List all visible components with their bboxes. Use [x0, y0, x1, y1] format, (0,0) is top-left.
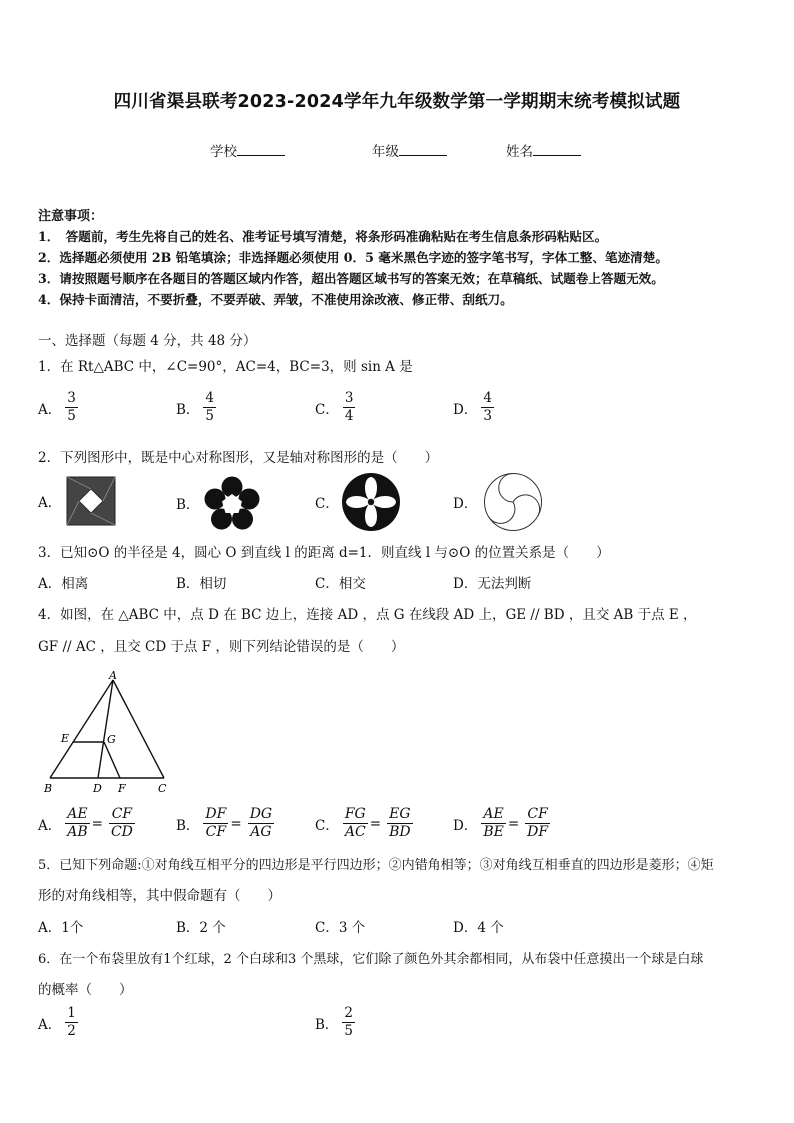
- question-4-stem-line-2: GF // AC ，且交 CD 于点 F ，则下列结论错误的是（ ）: [38, 639, 405, 655]
- school-blank[interactable]: [237, 143, 285, 156]
- vertex-label-a: A: [109, 669, 117, 682]
- grade-blank[interactable]: [399, 143, 447, 156]
- school-label: 学校: [210, 144, 237, 160]
- fraction-left: $\frac{DF}{CF}$: [205, 806, 227, 840]
- triangle-figure: [38, 668, 178, 798]
- school-field: [210, 140, 285, 160]
- three-swirl-circle-figure: [483, 472, 543, 532]
- q1-option-c[interactable]: [315, 390, 355, 425]
- fraction-right: $\frac{EG}{BD}$: [389, 806, 411, 840]
- name-label: 姓名: [506, 144, 533, 160]
- note-item: 3．请按照题号顺序在各题目的答题区域内作答，超出答题区域书写的答案无效；在草稿纸、试题卷上答题无效。: [38, 271, 664, 286]
- q6-option-b[interactable]: [315, 1005, 355, 1040]
- option-label: C．: [315, 401, 339, 418]
- q3-option-b[interactable]: B．相切: [176, 576, 227, 592]
- question-6-stem-line-1: 6．在一个布袋里放有1个红球，2 个白球和3 个黑球，它们除了颜色外其余都相同，从布袋中任意摸出一个球是白球: [38, 952, 704, 967]
- q6-option-a[interactable]: [38, 1005, 78, 1040]
- name-field: [506, 140, 581, 160]
- question-6-stem-line-2: 的概率（ ）: [38, 982, 133, 998]
- fraction-left: $\frac{FG}{AC}$: [344, 806, 366, 840]
- q2-option-b[interactable]: [176, 476, 260, 530]
- option-label: A．: [38, 817, 62, 834]
- section-heading: 一、选择题（每题 4 分，共 48 分）: [38, 333, 257, 349]
- q1-option-d[interactable]: [453, 390, 494, 425]
- option-label: C．: [315, 817, 339, 834]
- pentagon-flower-figure: [204, 476, 260, 530]
- option-label: D．: [453, 401, 478, 418]
- q2-option-a[interactable]: [38, 476, 116, 526]
- option-label: D．: [453, 817, 478, 834]
- fraction-left: $\frac{AE}{AB}$: [67, 806, 88, 840]
- q5-option-c[interactable]: C．3 个: [315, 920, 366, 936]
- option-label: C．: [315, 496, 339, 512]
- option-label: D．: [453, 496, 478, 512]
- option-label: A．: [38, 495, 62, 511]
- q1-option-b[interactable]: [176, 390, 216, 425]
- question-5-stem-line-1: 5．已知下列命题:①对角线互相平分的四边形是平行四边形；②内错角相等；③对角线互相垂直的四边形是菱形；④矩: [38, 858, 714, 873]
- q1-option-a[interactable]: [38, 390, 78, 425]
- question-3-stem: 3．已知⊙O 的半径是 4，圆心 O 到直线 l 的距离 d=1．则直线 l 与⊙O 的位置关系是（ ）: [38, 545, 610, 561]
- q4-option-c[interactable]: C． $\frac{FG}{AC}$ = $\frac{EG}{BD}$: [315, 806, 411, 840]
- option-label: A．: [38, 401, 62, 418]
- name-blank[interactable]: [533, 143, 581, 156]
- fraction-right: $\frac{CF}{DF}$: [527, 806, 549, 840]
- point-label-d: D: [93, 782, 102, 795]
- fraction: $\frac{4}{5}$: [205, 390, 215, 424]
- q5-option-d[interactable]: D．4 个: [453, 920, 504, 936]
- notes-heading: 注意事项：: [38, 209, 104, 224]
- option-label: B．: [315, 1016, 339, 1033]
- q5-option-b[interactable]: B．2 个: [176, 920, 226, 936]
- pinwheel-square-figure: [66, 476, 116, 526]
- q2-option-c[interactable]: [315, 472, 401, 532]
- option-label: B．: [176, 817, 200, 834]
- q3-option-c[interactable]: C．相交: [315, 576, 366, 592]
- fraction-right: $\frac{CF}{CD}$: [110, 806, 133, 840]
- page-title: 四川省渠县联考2023-2024学年九年级数学第一学期期末统考模拟试题: [113, 92, 681, 112]
- fraction: $\frac{4}{3}$: [483, 390, 492, 424]
- question-2-stem: 2．下列图形中，既是中心对称图形，又是轴对称图形的是（ ）: [38, 450, 439, 466]
- four-petal-circle-figure: [341, 472, 401, 532]
- fraction-right: $\frac{DG}{AG}$: [249, 806, 273, 840]
- question-4-stem-line-1: 4．如图，在 △ABC 中，点 D 在 BC 边上，连接 AD ，点 G 在线段 AD 上，GE // BD ，且交 AB 于点 E ，: [38, 607, 697, 623]
- q2-option-d[interactable]: [453, 472, 543, 532]
- point-label-f: F: [118, 782, 126, 795]
- q4-option-d[interactable]: D． $\frac{AE}{BE}$ = $\frac{CF}{DF}$: [453, 806, 549, 840]
- vertex-label-c: C: [158, 782, 167, 795]
- fraction: $\frac{1}{2}$: [67, 1005, 76, 1039]
- grade-field: [372, 140, 447, 160]
- point-label-g: G: [107, 733, 116, 746]
- fraction: $\frac{3}{4}$: [344, 390, 354, 424]
- fraction: $\frac{2}{5}$: [344, 1005, 354, 1039]
- question-5-stem-line-2: 形的对角线相等，其中假命题有（ ）: [38, 888, 281, 904]
- option-label: B．: [176, 497, 200, 513]
- vertex-label-b: B: [44, 782, 53, 795]
- grade-label: 年级: [372, 144, 399, 160]
- fraction: $\frac{3}{5}$: [67, 390, 76, 424]
- option-label: A．: [38, 1016, 62, 1033]
- note-item: 4．保持卡面清洁，不要折叠，不要弄破、弄皱，不准使用涂改液、修正带、刮纸刀。: [38, 292, 513, 307]
- q3-option-d[interactable]: D．无法判断: [453, 576, 532, 592]
- fraction-left: $\frac{AE}{BE}$: [483, 806, 504, 840]
- q4-option-a[interactable]: A． $\frac{AE}{AB}$ = $\frac{CF}{CD}$: [38, 806, 133, 840]
- q4-option-b[interactable]: B． $\frac{DF}{CF}$ = $\frac{DG}{AG}$: [176, 806, 273, 840]
- q3-option-a[interactable]: A．相离: [38, 576, 89, 592]
- question-1-stem: 1．在 Rt△ABC 中，∠C=90°，AC=4，BC=3，则 sin A 是: [38, 359, 413, 375]
- note-item: 1． 答题前，考生先将自己的姓名、准考证号填写清楚，将条形码准确粘贴在考生信息条形码粘贴区。: [38, 229, 608, 244]
- point-label-e: E: [61, 732, 70, 745]
- option-label: B．: [176, 401, 200, 418]
- note-item: 2．选择题必须使用 2B 铅笔填涂；非选择题必须使用 0．5 毫米黑色字迹的签字笔书写，字体工整、笔迹清楚。: [38, 250, 668, 265]
- q5-option-a[interactable]: A．1个: [38, 920, 84, 936]
